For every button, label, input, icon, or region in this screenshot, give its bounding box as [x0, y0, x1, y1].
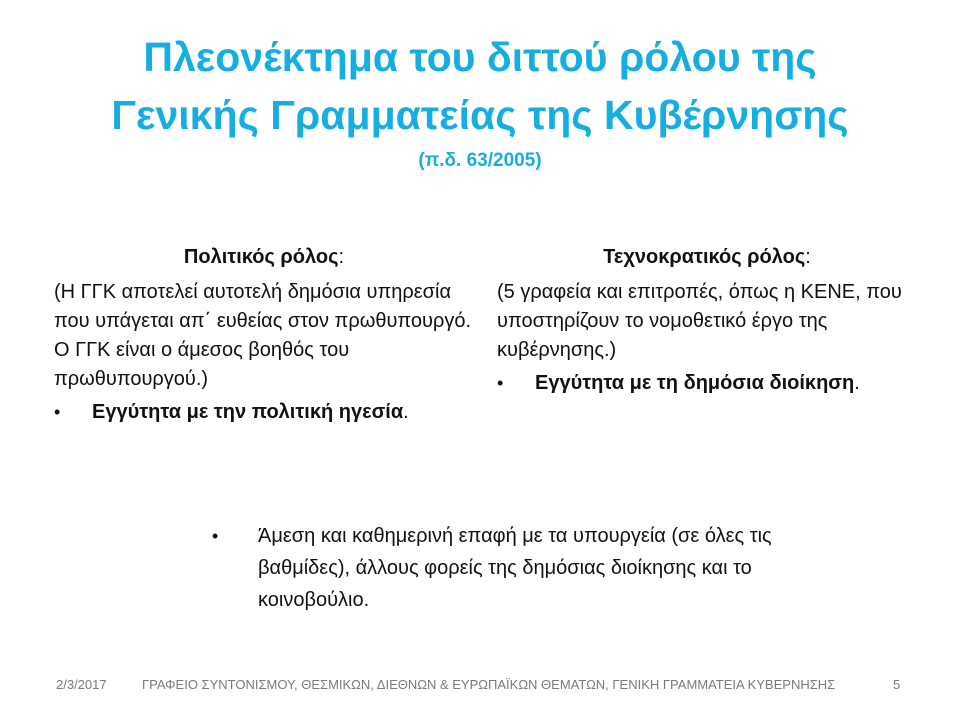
technocratic-role-heading-text: Τεχνοκρατικός ρόλος: [603, 246, 806, 268]
technocratic-role-column: [497, 243, 917, 398]
technocratic-role-bullet-tail: .: [854, 372, 860, 394]
technocratic-role-bullet: [497, 369, 917, 398]
bullet-marker: •: [54, 402, 61, 422]
shared-benefit-text: Άμεση και καθημερινή επαφή με τα υπουργεία (σε όλες τις βαθμίδες), άλλους φορείς της δημόσιας διοίκησης και το κοινοβούλιο.: [258, 525, 772, 611]
technocratic-role-bullet-text: [535, 369, 860, 398]
technocratic-role-heading: [497, 243, 917, 272]
technocratic-role-heading-colon: :: [805, 246, 811, 268]
slide-title-line-2: Γενικής Γραμματείας της Κυβέρνησης: [111, 92, 849, 138]
bullet-marker: •: [212, 526, 219, 546]
footer-organization: ΓΡΑΦΕΙΟ ΣΥΝΤΟΝΙΣΜΟΥ, ΘΕΣΜΙΚΩΝ, ΔΙΕΘΝΩΝ & ΕΥΡΩΠΑΪΚΩΝ ΘΕΜΑΤΩΝ, ΓΕΝΙΚΗ ΓΡΑΜΜΑΤΕΙΑ ΚΥΒΕΡΝΗΣΗΣ: [142, 677, 836, 692]
technocratic-role-description: (5 γραφεία και επιτροπές, όπως η ΚΕΝΕ, που υποστηρίζουν το νομοθετικό έργο της κυβέρνησης.): [497, 281, 902, 361]
political-role-description: (Η ΓΓΚ αποτελεί αυτοτελή δημόσια υπηρεσία που υπάγεται απ΄ ευθείας στον πρωθυπουργό. Ο ΓΓΚ είναι ο άμεσος βοηθός του πρωθυπουργού.): [54, 281, 472, 390]
slide-title: [0, 28, 960, 144]
footer-date: 2/3/2017: [56, 677, 107, 692]
bullet-marker: •: [497, 373, 504, 393]
political-role-heading-text: Πολιτικός ρόλος: [183, 246, 339, 268]
political-role-bullet-bold: Εγγύτητα με την πολιτική ηγεσία: [92, 401, 404, 423]
technocratic-role-bullet-bold: Εγγύτητα με τη δημόσια διοίκηση: [535, 372, 855, 394]
shared-benefit-bullet: [212, 520, 772, 616]
political-role-bullet: [54, 398, 474, 427]
slide-subtitle: (π.δ. 63/2005): [418, 150, 542, 171]
political-role-bullet-text: [92, 398, 409, 427]
slide-title-line-1: Πλεονέκτημα του διττού ρόλου της: [143, 34, 817, 80]
political-role-bullet-tail: .: [403, 401, 409, 423]
political-role-heading-colon: :: [338, 246, 345, 268]
slide-footer: [0, 677, 960, 697]
political-role-column: [54, 243, 474, 427]
footer-page-number: 5: [893, 677, 901, 692]
political-role-heading: [54, 243, 474, 272]
